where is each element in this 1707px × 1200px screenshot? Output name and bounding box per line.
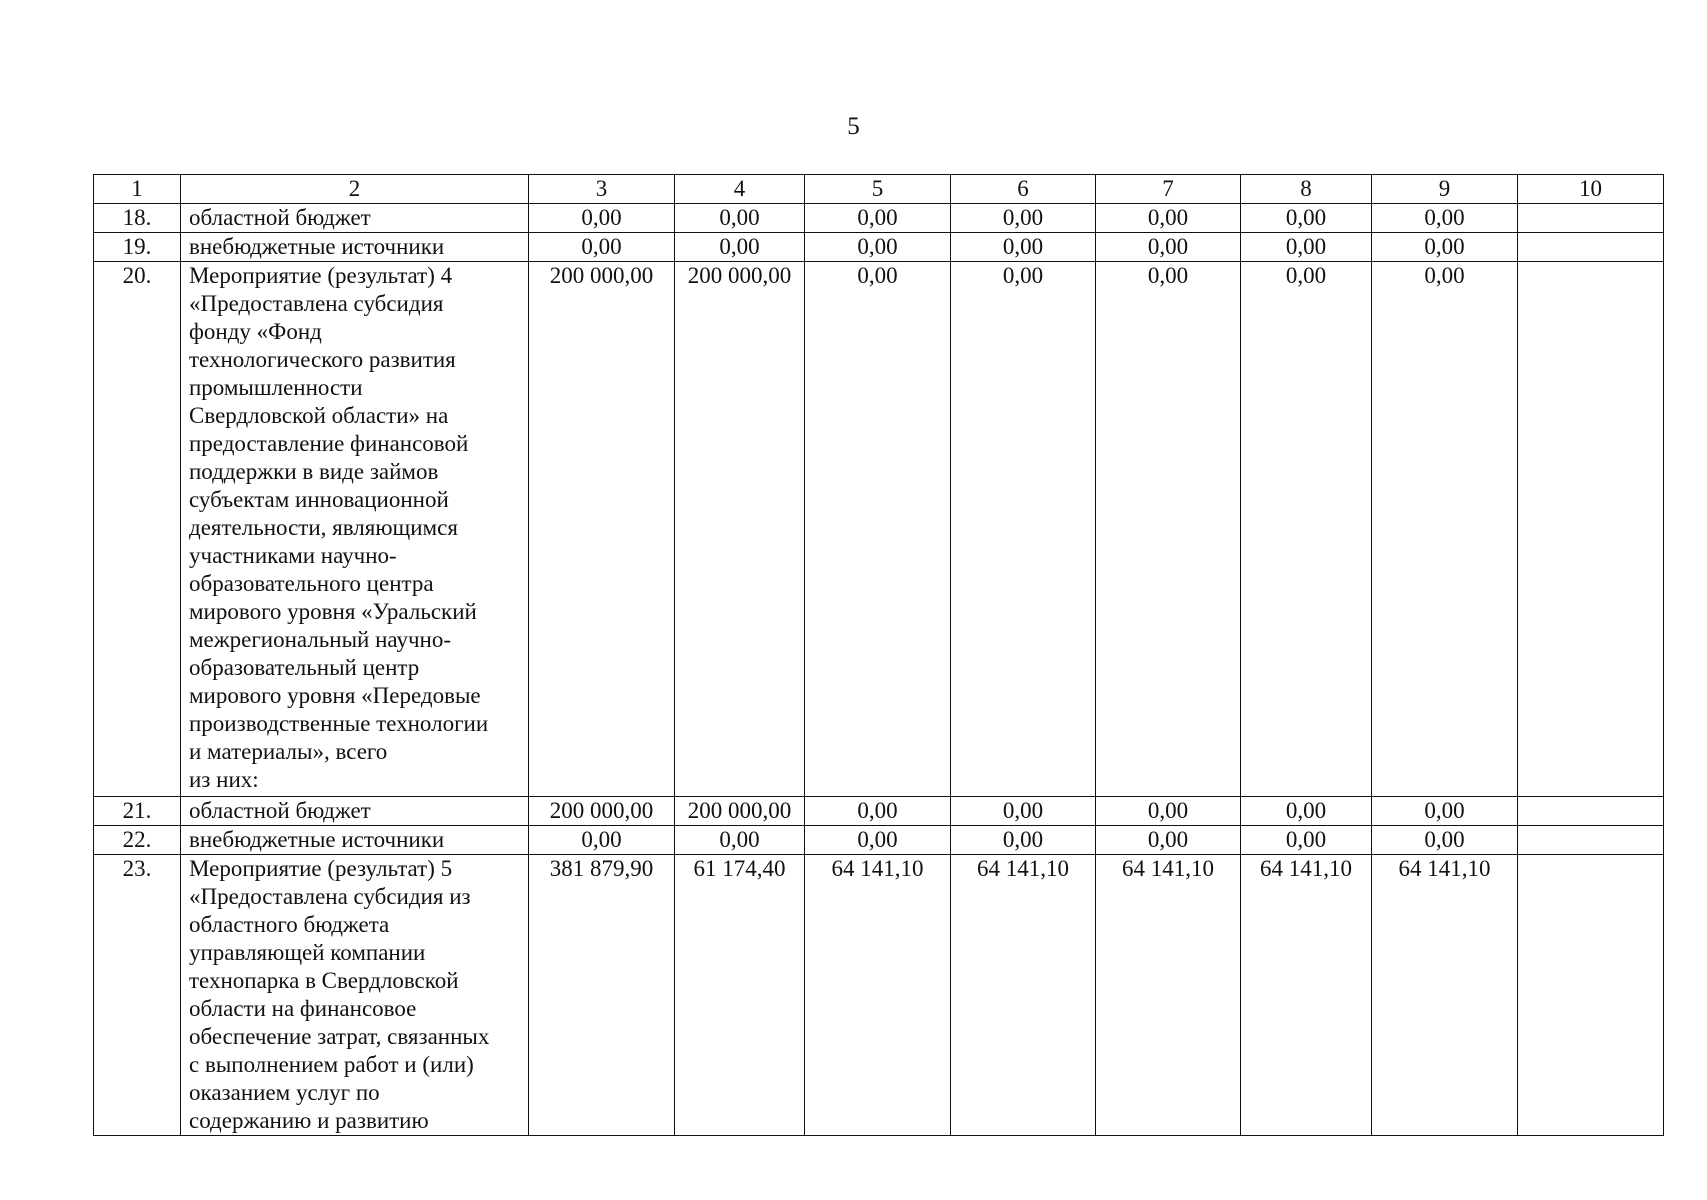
value-cell: 0,00: [1241, 797, 1372, 826]
value-cell: 0,00: [805, 262, 951, 797]
value-cell: [1518, 855, 1664, 1136]
value-cell: 0,00: [951, 826, 1096, 855]
row-number: 21.: [94, 797, 181, 826]
value-cell: 0,00: [805, 826, 951, 855]
value-cell: 64 141,10: [1096, 855, 1241, 1136]
value-cell: 0,00: [805, 204, 951, 233]
row-description: [181, 204, 529, 233]
description-line: межрегиональный научно-: [189, 627, 451, 652]
value-cell: 0,00: [1372, 233, 1518, 262]
description-line: предоставление финансовой: [189, 431, 469, 456]
description-line: промышленности: [189, 375, 363, 400]
value-cell: 64 141,10: [1241, 855, 1372, 1136]
table-header-row: [94, 175, 1664, 204]
description-line: с выполнением работ и (или): [189, 1052, 474, 1077]
value-cell: 0,00: [1372, 826, 1518, 855]
table-row: [94, 262, 1664, 797]
row-description: [181, 826, 529, 855]
description-line: Мероприятие (результат) 5: [189, 856, 453, 881]
value-cell: 0,00: [529, 233, 675, 262]
row-description: [181, 797, 529, 826]
description-line: внебюджетные источники: [189, 827, 445, 852]
header-cell: 10: [1518, 175, 1664, 204]
description-line: производственные технологии: [189, 711, 489, 736]
row-number: 19.: [94, 233, 181, 262]
value-cell: 0,00: [529, 826, 675, 855]
table-row: [94, 826, 1664, 855]
header-cell: 3: [529, 175, 675, 204]
description-line: содержанию и развитию: [189, 1108, 429, 1133]
row-number: 23.: [94, 855, 181, 1136]
value-cell: 64 141,10: [951, 855, 1096, 1136]
description-line: обеспечение затрат, связанных: [189, 1024, 490, 1049]
value-cell: 0,00: [1241, 826, 1372, 855]
row-description: [181, 855, 529, 1136]
value-cell: 0,00: [1241, 233, 1372, 262]
header-cell: 9: [1372, 175, 1518, 204]
description-line: Свердловской области» на: [189, 403, 449, 428]
header-cell: 7: [1096, 175, 1241, 204]
description-line: «Предоставлена субсидия из: [189, 884, 471, 909]
value-cell: [1518, 797, 1664, 826]
value-cell: 381 879,90: [529, 855, 675, 1136]
value-cell: 0,00: [951, 204, 1096, 233]
value-cell: 200 000,00: [675, 797, 805, 826]
value-cell: 0,00: [1096, 826, 1241, 855]
description-line: образовательный центр: [189, 655, 420, 680]
value-cell: [1518, 204, 1664, 233]
value-cell: 0,00: [675, 204, 805, 233]
description-line: из них:: [189, 767, 259, 792]
description-line: управляющей компании: [189, 940, 426, 965]
value-cell: 0,00: [529, 204, 675, 233]
value-cell: 0,00: [1096, 204, 1241, 233]
table-row: [94, 797, 1664, 826]
budget-table: [93, 174, 1664, 1136]
value-cell: 64 141,10: [805, 855, 951, 1136]
header-cell: 5: [805, 175, 951, 204]
description-line: технологического развития: [189, 347, 456, 372]
description-line: фонду «Фонд: [189, 319, 322, 344]
value-cell: 200 000,00: [529, 262, 675, 797]
value-cell: 200 000,00: [675, 262, 805, 797]
value-cell: 0,00: [951, 262, 1096, 797]
description-line: областной бюджет: [189, 798, 371, 823]
value-cell: 0,00: [1372, 262, 1518, 797]
value-cell: 0,00: [1096, 233, 1241, 262]
value-cell: 0,00: [805, 797, 951, 826]
description-line: «Предоставлена субсидия: [189, 291, 444, 316]
page-number: 5: [847, 113, 860, 140]
description-line: областного бюджета: [189, 912, 390, 937]
value-cell: [1518, 826, 1664, 855]
table-row: [94, 855, 1664, 1136]
value-cell: [1518, 233, 1664, 262]
value-cell: 200 000,00: [529, 797, 675, 826]
table-row: [94, 204, 1664, 233]
description-line: деятельности, являющимся: [189, 515, 458, 540]
value-cell: 0,00: [1096, 262, 1241, 797]
header-cell: 6: [951, 175, 1096, 204]
description-line: технопарка в Свердловской: [189, 968, 459, 993]
description-line: области на финансовое: [189, 996, 417, 1021]
description-line: оказанием услуг по: [189, 1080, 380, 1105]
value-cell: 0,00: [675, 233, 805, 262]
header-cell: 4: [675, 175, 805, 204]
value-cell: 0,00: [805, 233, 951, 262]
value-cell: 0,00: [1372, 204, 1518, 233]
value-cell: 0,00: [951, 233, 1096, 262]
value-cell: 61 174,40: [675, 855, 805, 1136]
description-line: образовательного центра: [189, 571, 434, 596]
row-number: 18.: [94, 204, 181, 233]
description-line: внебюджетные источники: [189, 234, 445, 259]
description-line: и материалы», всего: [189, 739, 388, 764]
value-cell: [1518, 262, 1664, 797]
description-line: мирового уровня «Передовые: [189, 683, 481, 708]
description-line: поддержки в виде займов: [189, 459, 439, 484]
row-number: 22.: [94, 826, 181, 855]
header-cell: 1: [94, 175, 181, 204]
value-cell: 64 141,10: [1372, 855, 1518, 1136]
description-line: субъектам инновационной: [189, 487, 449, 512]
row-description: [181, 233, 529, 262]
row-number: 20.: [94, 262, 181, 797]
value-cell: 0,00: [1241, 204, 1372, 233]
row-description: [181, 262, 529, 797]
description-line: участниками научно-: [189, 543, 397, 568]
value-cell: 0,00: [1241, 262, 1372, 797]
table-row: [94, 233, 1664, 262]
value-cell: 0,00: [1372, 797, 1518, 826]
value-cell: 0,00: [675, 826, 805, 855]
header-cell: 2: [181, 175, 529, 204]
value-cell: 0,00: [951, 797, 1096, 826]
value-cell: 0,00: [1096, 797, 1241, 826]
description-line: мирового уровня «Уральский: [189, 599, 477, 624]
header-cell: 8: [1241, 175, 1372, 204]
description-line: Мероприятие (результат) 4: [189, 263, 453, 288]
description-line: областной бюджет: [189, 205, 371, 230]
